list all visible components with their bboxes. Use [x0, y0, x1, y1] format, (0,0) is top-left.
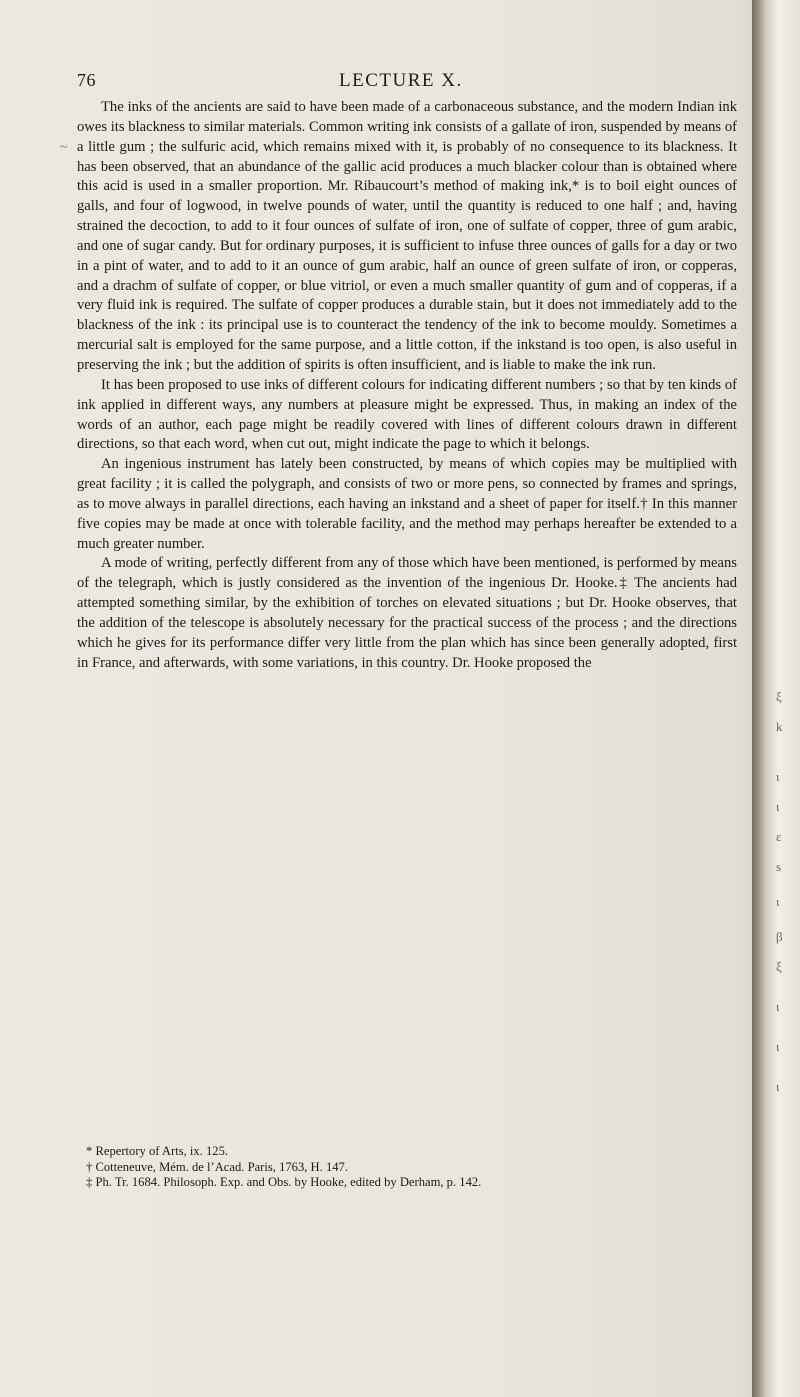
footnote-text: Cotteneuve, Mém. de l’Acad. Paris, 1763, H. 147.	[95, 1159, 348, 1174]
paragraph: The inks of the ancients are said to have been made of a carbonaceous substance, and the modern Indian ink owes its blackness to similar materials. Common writing ink consists of a gallate of iron, suspended by means of a little gum ; the sulfuric acid, which remains mixed with it, is probably of no consequence to its blackness. It has been observed, that an abundance of the gallic acid produces a much blacker colour than is obtained where this acid is used in a smaller proportion. Mr. Ribaucourt’s method of making ink,* is to boil eight ounces of galls, and four of logwood, in twelve pounds of water, until the quantity is reduced to one half ; and, having strained the decoction, to add to it four ounces of sulfate of iron, one of sulfate of copper, three of gum arabic, and one of sugar candy. But for ordinary purposes, it is sufficient to infuse three ounces of galls for a day or two in a pint of water, and to add to it an ounce of gum arabic, half an ounce of green sulfate of iron, or copperas, and a drachm of sulfate of copper, or blue vitriol, or even a much smaller quantity of gum and of copperas, if a very fluid ink is required. The sulfate of copper produces a durable stain, but it does not immediately add to the blackness of the ink : its principal use is to counteract the tendency of the ink to become mouldy. Sometimes a mercurial salt is employed for the same purpose, and a little cotton, if the inkstand is too open, is also useful in preserving the ink ; but the addition of spirits is often insufficient, and is liable to make the ink run.	[77, 99, 737, 373]
page-header	[77, 70, 737, 96]
footnote	[86, 1144, 737, 1160]
bleed-through-glyph: k	[776, 719, 783, 734]
bleed-through-glyph: ɩ	[776, 769, 780, 784]
margin-mark: ~	[60, 140, 68, 155]
bleed-through-glyph: ξ	[776, 959, 782, 974]
footnote-mark: *	[86, 1144, 93, 1158]
bleed-through-glyph: s	[776, 859, 782, 874]
footnote-mark: †	[86, 1159, 93, 1174]
bleed-through-glyph: ɩ	[776, 799, 780, 814]
footnote-mark: ‡	[86, 1175, 93, 1189]
paragraph: It has been proposed to use inks of different colours for indicating different numbers ; so that by ten kinds of ink applied in different ways, any numbers at pleasure might be expressed. Thus, in making an index of the words of an author, each page might be readily covered with lines of different colours drawn in different directions, so that each word, when cut out, might indicate the page to which it belongs.	[77, 376, 737, 453]
bleed-through-glyph: β	[776, 929, 783, 944]
bleed-through-glyph: ε	[776, 829, 782, 844]
book-gutter	[752, 0, 800, 1397]
bleed-through-glyph: ι	[776, 999, 780, 1014]
bleed-through-glyph: ι	[776, 1079, 780, 1094]
footnote-text: Repertory of Arts, ix. 125.	[95, 1144, 229, 1158]
bleed-through-glyph: ι	[776, 894, 780, 909]
body-text	[77, 98, 737, 673]
paragraph: An ingenious instrument has lately been constructed, by means of which copies may be multiplied with great facility ; it is called the polygraph, and consists of two or more pens, so connected by frames and springs, as to move always in parallel directions, each having an inkstand and a sheet of paper for itself.† In this manner five copies may be made at once with tolerable facility, and the method may perhaps hereafter be extended to a much greater number.	[77, 456, 737, 552]
paragraph: A mode of writing, perfectly different from any of those which have been mentioned, is performed by means of the telegraph, which is justly considered as the invention of the ingenious Dr. Hooke.‡ The ancients had attempted something similar, by the exhibition of torches on elevated situations ; but Dr. Hooke observes, that the addition of the telescope is absolutely necessary for the practical success of the process ; and the directions which he gives for its performance differ very little from the plan which has since been generally adopted, first in France, and afterwards, with some variations, in this country. Dr. Hooke proposed the	[77, 555, 737, 671]
footnotes	[77, 1144, 737, 1191]
footnote	[86, 1159, 737, 1176]
gutter-shadow	[752, 0, 766, 1397]
bleed-through-glyph: ξ	[776, 689, 782, 704]
footnote-text: Ph. Tr. 1684. Philosoph. Exp. and Obs. by Hooke, edited by Derham, p. 142.	[95, 1175, 482, 1189]
running-head: LECTURE X.	[339, 70, 463, 91]
footnote	[86, 1175, 737, 1191]
bleed-through-glyph: ι	[776, 1039, 780, 1054]
page-number: 76	[77, 70, 96, 90]
